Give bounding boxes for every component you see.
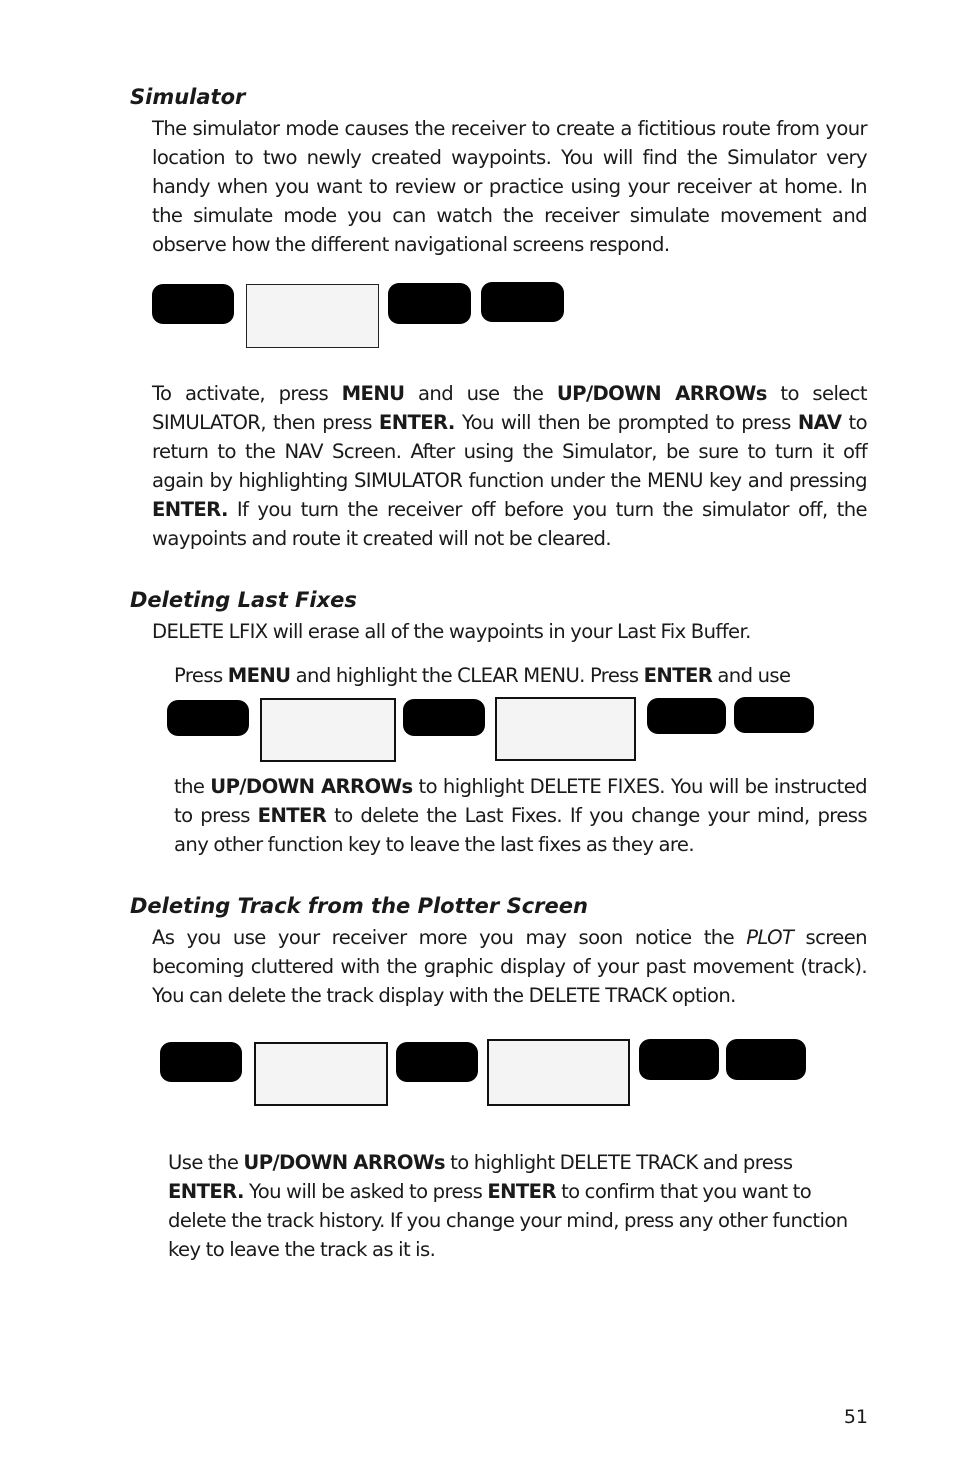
menu-key-icon — [167, 700, 249, 736]
enter-key-icon — [734, 697, 814, 733]
last-fixes-step1 — [174, 661, 867, 690]
text-run: to delete the Last Fixes. If you change your mind, press any other function key to leave the last fixes as they are. — [174, 804, 867, 856]
text-run: If you turn the receiver off before you turn the simulator off, the waypoints and route it created will not be cleared. — [152, 498, 867, 550]
text-run: You will then be prompted to press — [454, 411, 798, 434]
text-run: Use the — [168, 1151, 244, 1174]
arrow-key-icon — [388, 283, 471, 324]
menu-key-icon — [160, 1042, 242, 1082]
last-fixes-heading: Deleting Last Fixes — [130, 588, 357, 612]
text-run: the — [174, 775, 211, 798]
text-run: to select SIMULATOR, then press — [152, 382, 867, 434]
bold-key-term: ENTER — [487, 1180, 556, 1203]
simulator-intro: The simulator mode causes the receiver to create a fictitious route from your location to two newly created waypoints. You will find the Simulator very handy when you want to review or practice using your receiver at home. In the simulate mode you can watch the receiver simulate movement and observe how the different navigational screens respond. — [152, 117, 867, 256]
bold-key-term: ENTER — [643, 664, 713, 687]
italic-term: PLOT — [746, 926, 794, 949]
menu-screen-thumbnail — [260, 698, 396, 762]
arrow-key-icon — [403, 699, 485, 736]
text-run: and use the — [404, 382, 557, 405]
text-run: to return to the NAV Screen. After using the Simulator, be sure to turn it off again by highlighting SIMULATOR function under the MENU key and pressing — [152, 411, 867, 492]
bold-key-term: NAV — [797, 411, 842, 434]
text-run: and highlight the CLEAR MENU. Press — [290, 664, 644, 687]
bold-key-term: UP/DOWN ARROWs — [556, 382, 767, 405]
enter-key-icon — [647, 698, 726, 734]
menu-screen-thumbnail — [246, 284, 379, 348]
bold-key-term: ENTER — [257, 804, 327, 827]
arrow-key-icon — [396, 1042, 478, 1082]
bold-key-term: MENU — [227, 664, 291, 687]
bold-key-term: UP/DOWN ARROWs — [243, 1151, 445, 1174]
track-intro — [152, 923, 867, 1010]
page-number: 51 — [843, 1406, 868, 1428]
bold-key-term: MENU — [341, 382, 405, 405]
text-run: You will be asked to press — [243, 1180, 488, 1203]
enter-key-icon — [481, 282, 564, 322]
track-instructions — [168, 1148, 861, 1264]
text-run: to highlight DELETE TRACK and press — [444, 1151, 793, 1174]
clear-menu-screen-thumbnail — [495, 697, 636, 761]
bold-key-term: ENTER. — [168, 1180, 244, 1203]
menu-screen-thumbnail — [254, 1042, 388, 1106]
text-run: Press — [174, 664, 228, 687]
enter-key-icon — [726, 1039, 806, 1080]
last-fixes-intro: DELETE LFIX will erase all of the waypoints in your Last Fix Buffer. — [152, 620, 751, 643]
track-heading: Deleting Track from the Plotter Screen — [130, 894, 588, 918]
menu-key-icon — [152, 284, 234, 324]
text-run: As you use your receiver more you may soon notice the — [152, 926, 747, 949]
clear-menu-screen-thumbnail — [487, 1039, 630, 1106]
bold-key-term: ENTER. — [378, 411, 455, 434]
bold-key-term: ENTER. — [152, 498, 228, 521]
enter-key-icon — [639, 1039, 719, 1080]
text-run: screen becoming cluttered with the graphic display of your past movement (track). You can delete the track display with the DELETE TRACK option. — [152, 926, 867, 1007]
simulator-heading: Simulator — [130, 85, 246, 109]
text-run: to confirm that you want to delete the track history. If you change your mind, press any other function key to leave the track as it is. — [168, 1180, 848, 1261]
text-run: to highlight DELETE FIXES. You will be instructed to press — [174, 775, 867, 827]
text-run: To activate, press — [152, 382, 342, 405]
text-run: and use — [712, 664, 791, 687]
last-fixes-step2 — [174, 772, 867, 859]
bold-key-term: UP/DOWN ARROWs — [210, 775, 413, 798]
simulator-instructions — [152, 379, 867, 553]
